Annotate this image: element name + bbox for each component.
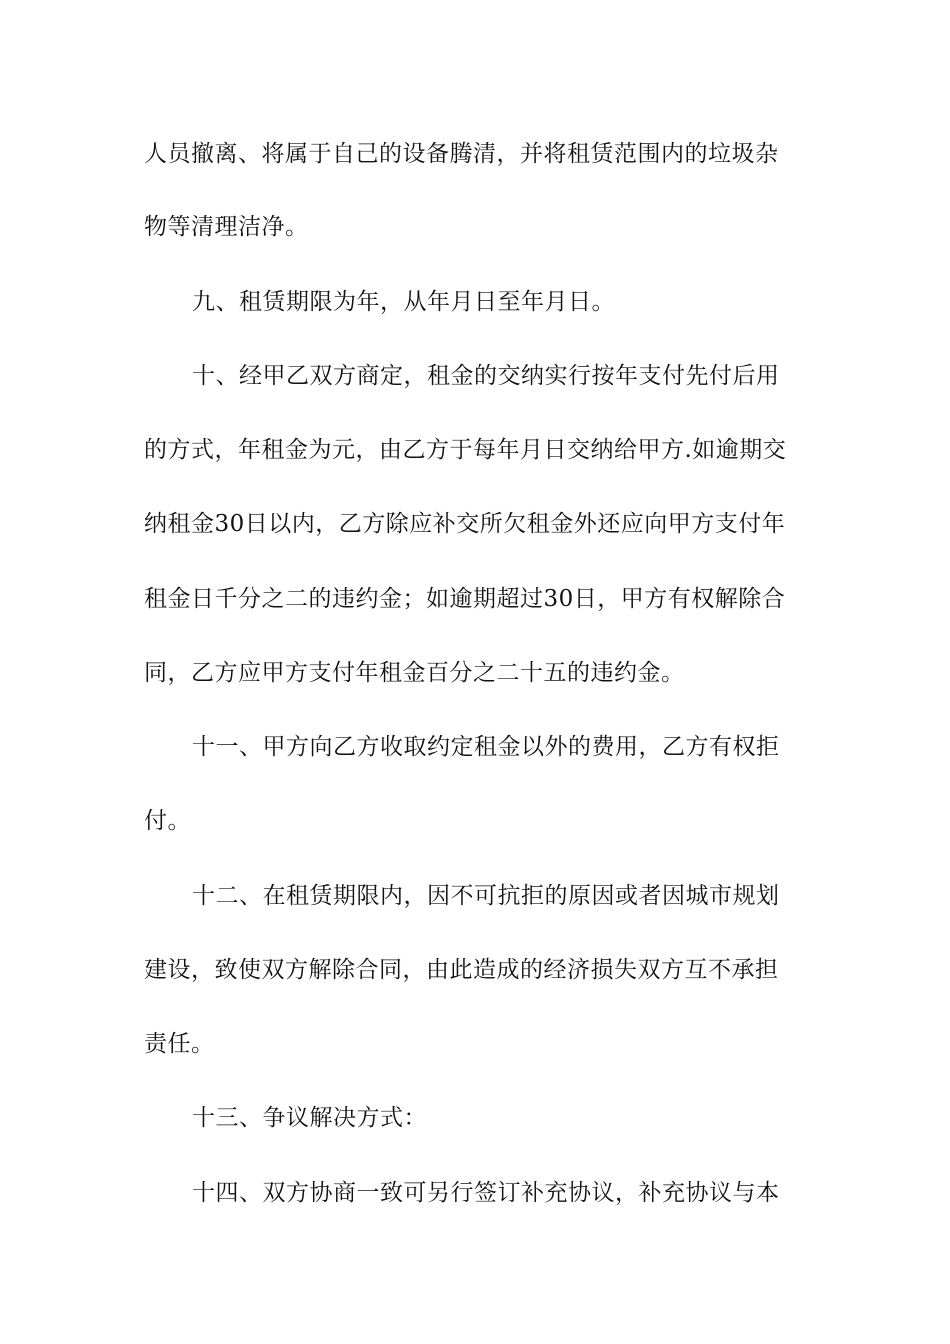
text-line-13: 责任。 xyxy=(144,1031,215,1057)
clause-12: 十二、在租赁期限内，因不可抗拒的原因或者因城市规划 xyxy=(192,883,780,909)
clause-14: 十四、双方协商一致可另行签订补充协议，补充协议与本 xyxy=(192,1180,780,1206)
text-line-10: 付。 xyxy=(144,808,191,834)
text-line-5: 的方式，年租金为元，由乙方于每年月日交纳给甲方.如逾期交 xyxy=(144,437,787,463)
clause-13: 十三、争议解决方式： xyxy=(192,1105,427,1131)
clause-11: 十一、甲方向乙方收取约定租金以外的费用，乙方有权拒 xyxy=(192,734,780,760)
clause-9: 九、租赁期限为年，从年月日至年月日。 xyxy=(192,289,615,315)
text-line-1: 人员撤离、将属于自己的设备腾清，并将租赁范围内的垃圾杂 xyxy=(144,141,779,167)
text-line-12: 建设，致使双方解除合同，由此造成的经济损失双方互不承担 xyxy=(144,957,779,983)
text-line-6: 纳租金30日以内，乙方除应补交所欠租金外还应向甲方支付年 xyxy=(144,511,786,537)
text-line-8: 同，乙方应甲方支付年租金百分之二十五的违约金。 xyxy=(144,660,685,686)
text-line-7: 租金日千分之二的违约金；如逾期超过30日，甲方有权解除合 xyxy=(144,586,786,612)
clause-10: 十、经甲乙双方商定，租金的交纳实行按年支付先付后用 xyxy=(192,363,780,389)
text-line-2: 物等清理洁净。 xyxy=(144,214,309,240)
